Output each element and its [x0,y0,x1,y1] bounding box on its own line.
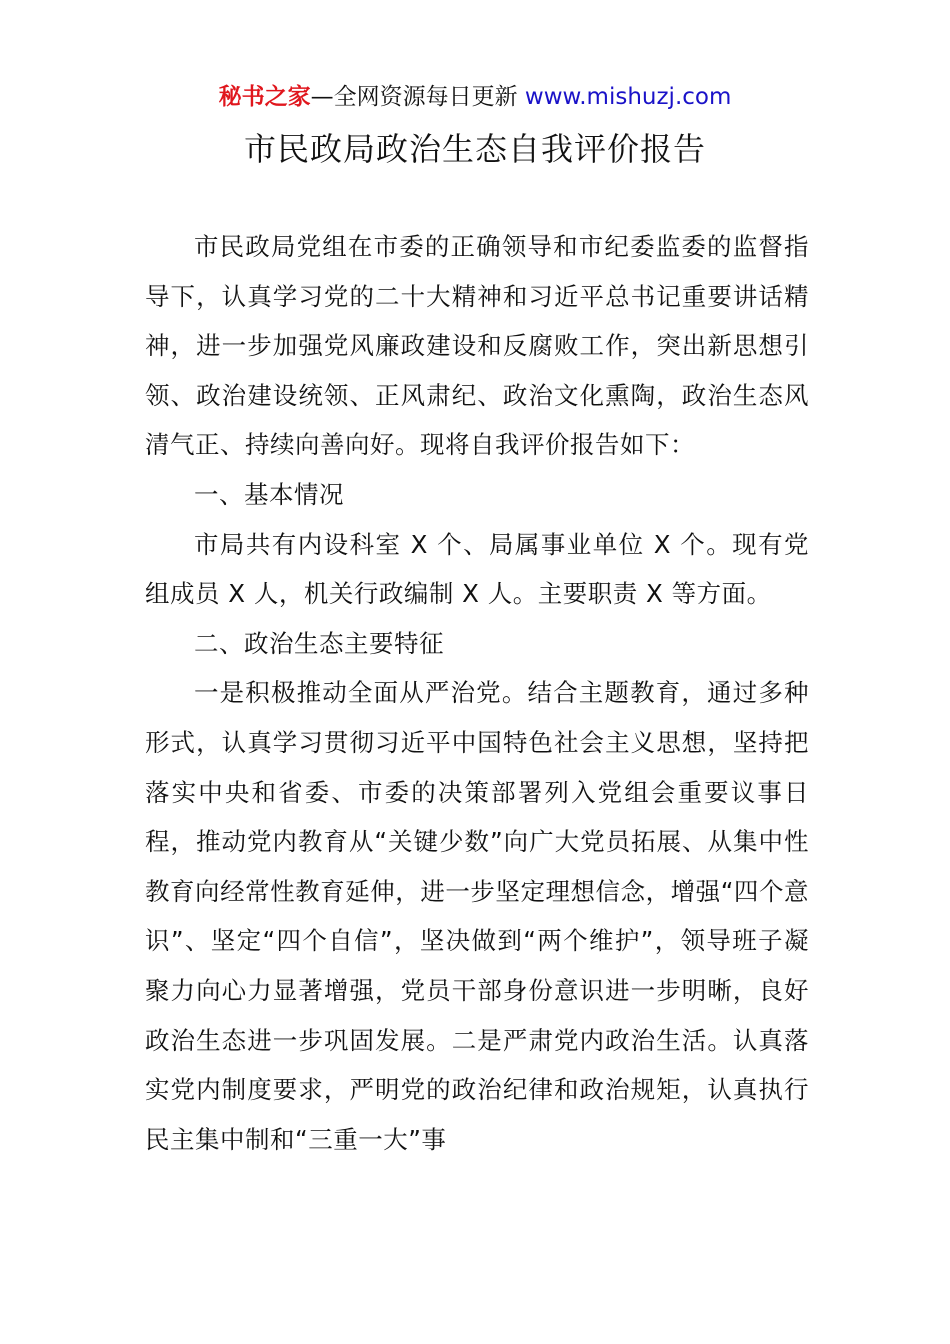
site-header [0,80,950,114]
document-body [145,222,809,1164]
header-tagline: —全网资源每日更新 [310,84,518,110]
section-heading-basic-situation: 一、基本情况 [194,479,344,509]
main-features-paragraph: 一是积极推动全面从严治党。结合主题教育，通过多种形式，认真学习贯彻习近平中国特色社会主义思想，坚持把落实中央和省委、市委的决策部署列入党组会重要议事日程，推动党内教育从“关键少数”向广大党员拓展、从集中性教育向经常性教育延伸，进一步坚定理想信念，增强“四个意识”、坚定“四个自信”，坚决做到“两个维护”，领导班子凝聚力向心力显著增强，党员干部身份意识进一步明晰，良好政治生态进一步巩固发展。二是严肃党内政治生活。认真落实党内制度要求，严明党的政治纪律和政治规矩，认真执行民主集中制和“三重一大”事 [145,678,809,1154]
intro-paragraph: 市民政局党组在市委的正确领导和市纪委监委的监督指导下，认真学习党的二十大精神和习近平总书记重要讲话精神，进一步加强党风廉政建设和反腐败工作，突出新思想引领、政治建设统领、正风肃纪、政治文化熏陶，政治生态风清气正、持续向善向好。现将自我评价报告如下： [145,232,809,460]
brand-name: 秘书之家 [218,84,311,110]
site-url-link[interactable]: www.mishuzj.com [524,84,732,110]
section-heading-main-features: 二、政治生态主要特征 [194,628,444,658]
basic-situation-paragraph: 市局共有内设科室 X 个、局属事业单位 X 个。现有党组成员 X 人，机关行政编制 X 人。主要职责 X 等方面。 [145,529,809,609]
document-title: 市民政局政治生态自我评价报告 [243,130,706,168]
